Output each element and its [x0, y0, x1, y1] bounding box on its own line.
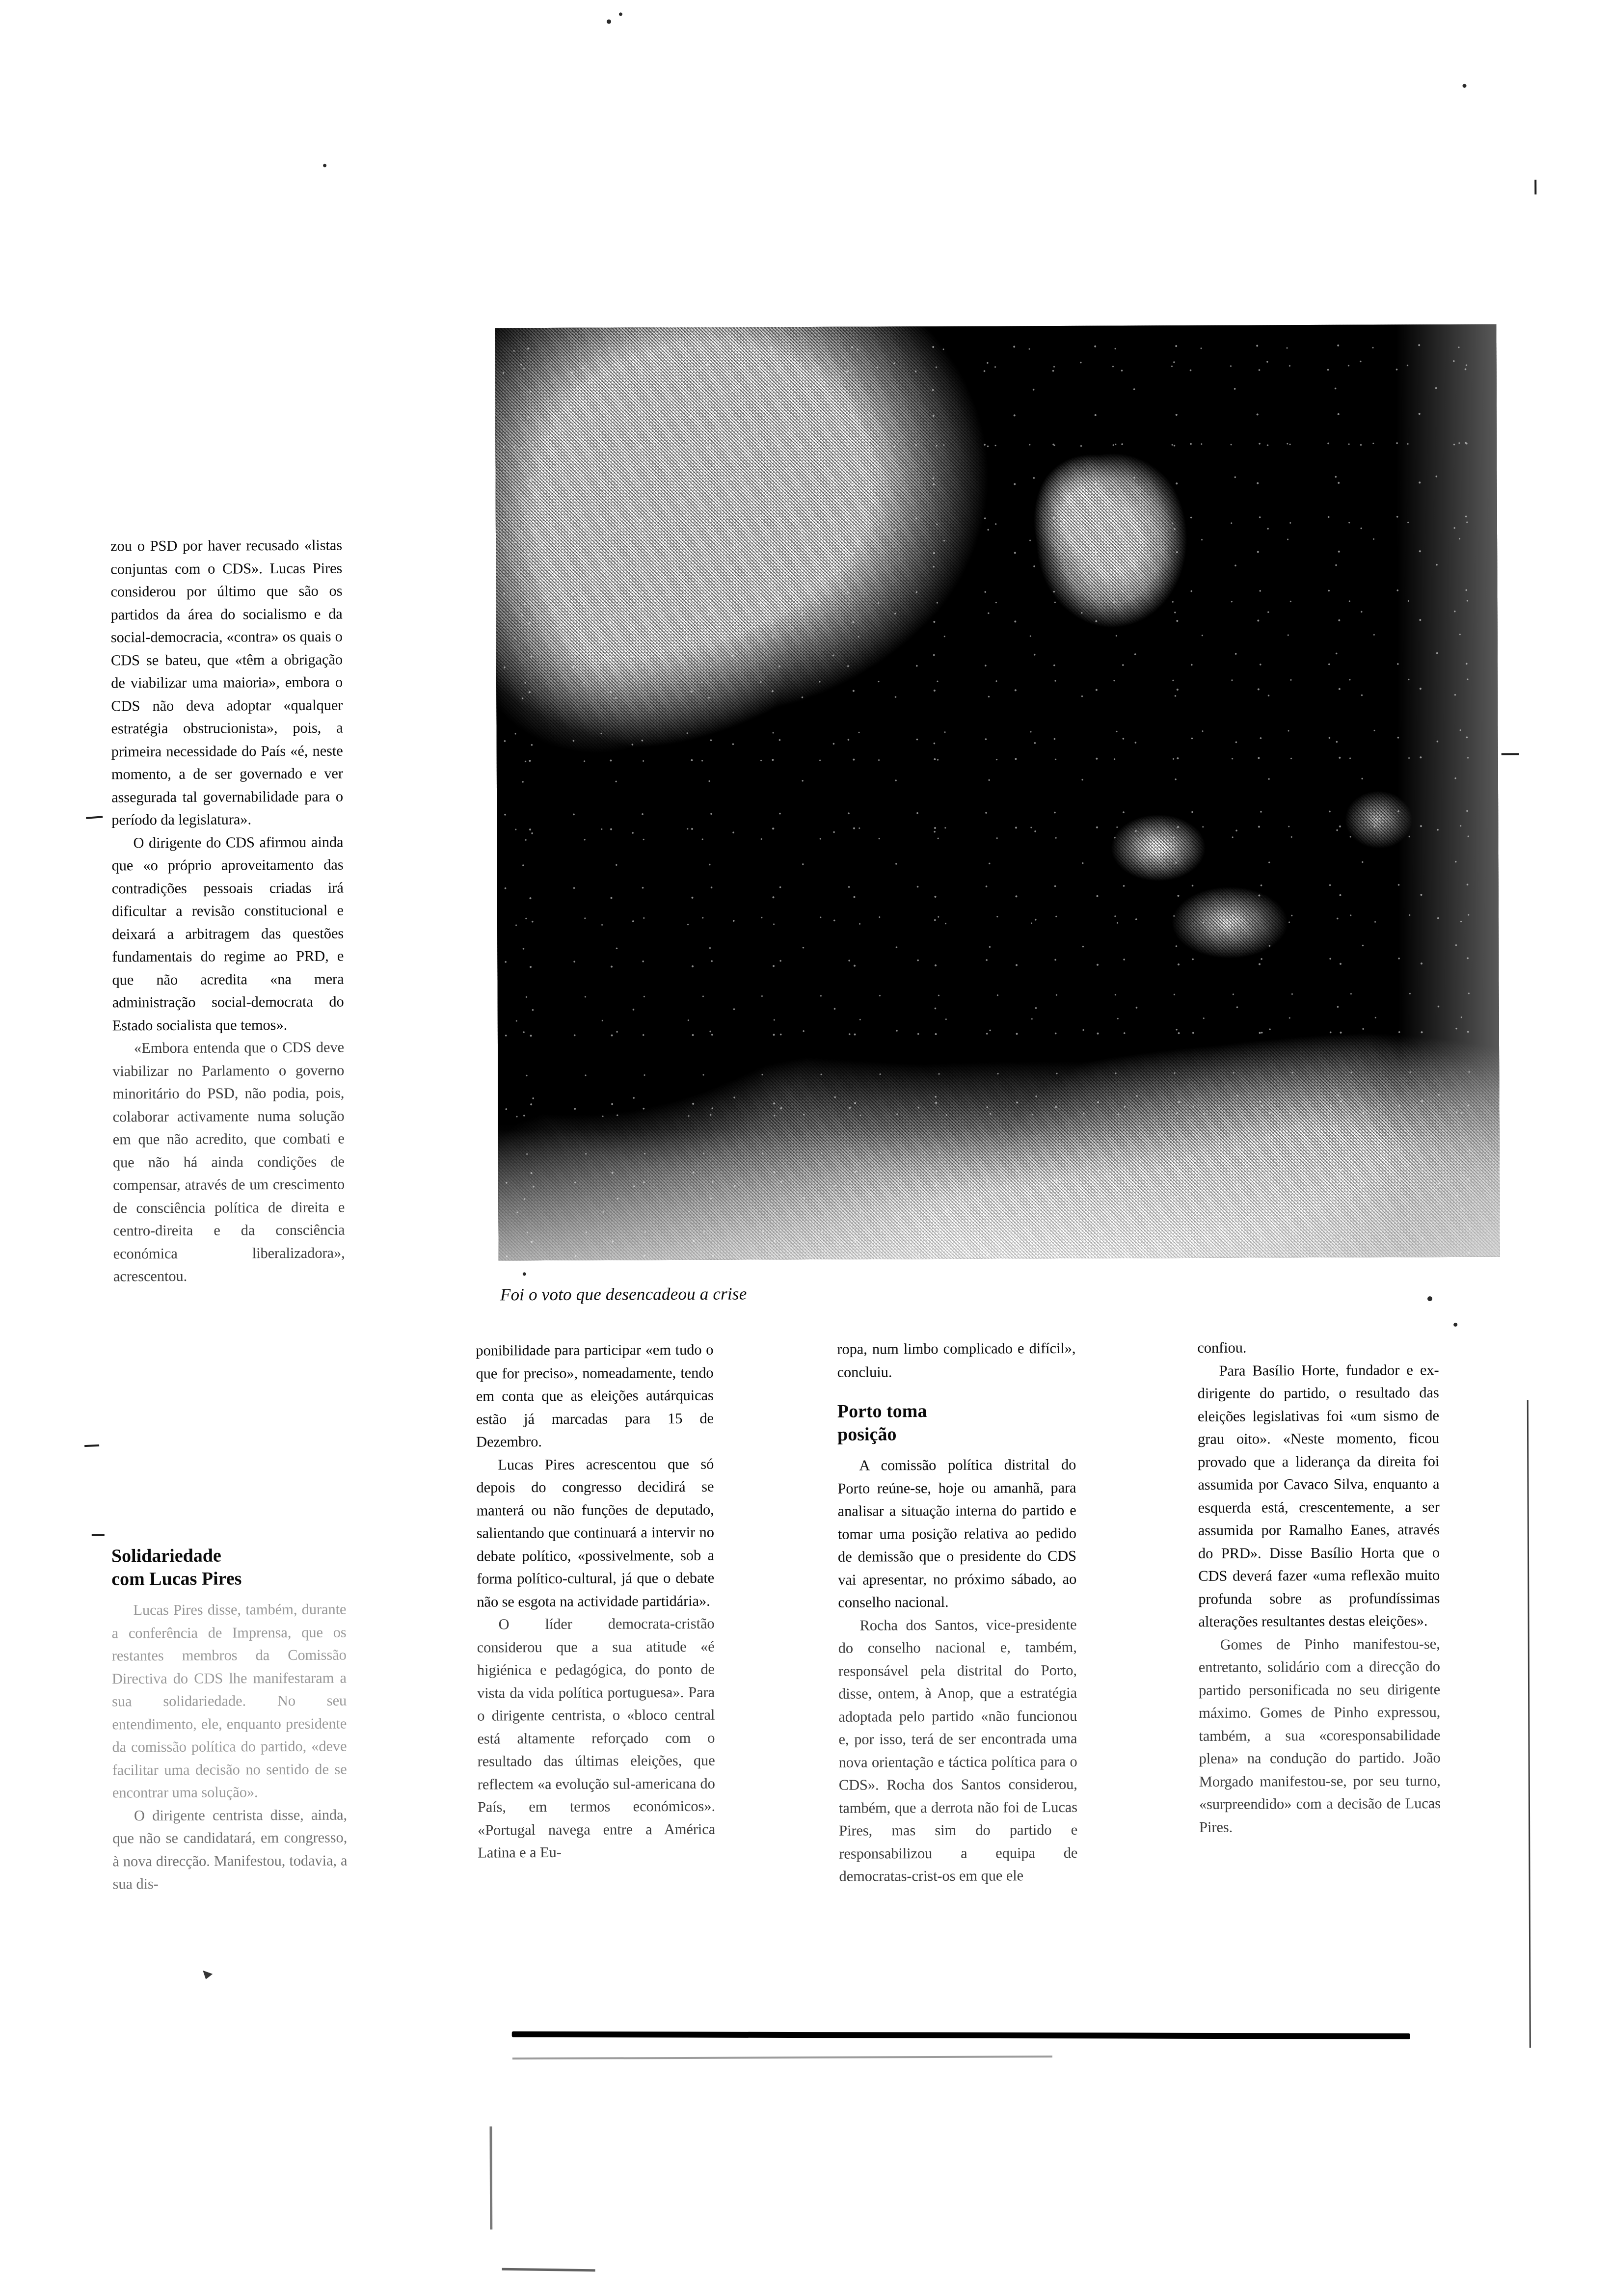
scan-artifact-mark [203, 1971, 213, 1979]
scan-speck [1427, 1296, 1432, 1301]
article-column-1-continued [111, 1527, 348, 1896]
scan-speck [323, 164, 326, 167]
scan-artifact-mark [84, 1444, 99, 1447]
bottom-rule-secondary [512, 2056, 1052, 2059]
scan-artifact-mark [1534, 180, 1536, 194]
photo-caption: Foi o voto que desencadeou a crise [500, 1284, 747, 1305]
paragraph: O líder democrata-cristão considerou que a sua atitude «é higiénica e pedagógica, do ponto de vista da vida política portuguesa». Para o dirigente centrista, o «bloco central está altamente reforçado com o resultado das últimas eleições, que reflectem «a evolução sul-americana do País, em termos económicos». «Portugal navega entre a América Latina e a Eu- [477, 1615, 716, 1861]
scan-artifact-mark [489, 2126, 492, 2229]
scan-artifact-mark [1502, 753, 1519, 755]
subheading-line-1: Solidariedade [111, 1545, 221, 1567]
scan-artifact-mark [92, 1534, 105, 1536]
paragraph: Lucas Pires disse, também, durante a conferência de Imprensa, que os restantes membros da Comissão Directiva do CDS lhe manifestaram a sua solidariedade. No seu entendimento, ele, enquanto presidente da comissão política do partido, «deve facilitar uma decisão no sentido de se encontrar uma solução». [111, 1601, 347, 1801]
paragraph: «Embora entenda que o CDS deve viabilizar no Parlamento o governo minoritário do PSD, não podia, pois, colaborar activamente numa solução em que não acredito, que combati e que não há ainda condições de compensar, através de um crescimento de consciência política de direita e centro-direita e da consciência económica liberalizadora», acrescentou. [112, 1039, 345, 1285]
article-column-4 [1197, 1335, 1441, 1839]
article-column-2 [476, 1338, 715, 1864]
scan-speck [523, 1272, 526, 1276]
subheading-solidariedade [111, 1544, 346, 1591]
subheading-line-2: com Lucas Pires [111, 1568, 242, 1590]
paragraph: Lucas Pires acrescentou que só depois do congresso decidirá se manterá ou não funções de deputado, salientando que continuará a intervir no debate político, «possivelmente, sob a forma político-cultural, já que o debate não se esgota na actividade partidária». [476, 1455, 715, 1610]
scan-artifact-mark [86, 816, 103, 819]
paragraph: A comissão política distrital do Porto reúne-se, hoje ou amanhã, para analisar a situação interna do partido e tomar uma posição relativa ao pedido de demissão que o presidente do CDS vai apresentar, no próximo sábado, ao conselho nacional. [837, 1456, 1077, 1611]
paragraph: O dirigente centrista disse, ainda, que não se candidatará, em congresso, à nova direcção. Manifestou, todavia, a sua dis- [112, 1806, 348, 1893]
paragraph: Para Basílio Horte, fundador e ex-dirigente do partido, o resultado das eleições legislativas foi «um sismo de grau oito». «Neste momento, ficou provado que a liderança da direita foi assumida por Cavaco Silva, enquanto a esquerda está, crescentemente, a ser assumida por Ramalho Eanes, através do PRD». Disse Basílio Horta que o CDS deverá fazer «uma reflexão muito profunda sobre as profundíssimas alterações resultantes destas eleições». [1197, 1361, 1440, 1630]
paragraph: ponibilidade para participar «em tudo o que for preciso», nomeadamente, tendo em conta que as eleições autárquicas estão já marcadas para 15 de Dezembro. [476, 1341, 714, 1450]
paragraph: Gomes de Pinho manifestou-se, entretanto, solidário com a direcção do partido personificada no seu dirigente máximo. Gomes de Pinho expressou, também, a sua «coresponsabilidade plena» na condução do partido. João Morgado manifestou-se, por seu turno, «surpreendido» com a decisão de Lucas Pires. [1198, 1635, 1441, 1836]
paragraph: ropa, num limbo complicado e difícil», concluiu. [837, 1339, 1076, 1381]
column-hairline-divider [1527, 1400, 1531, 2048]
scan-speck [619, 12, 622, 16]
scan-speck [1462, 84, 1466, 88]
bottom-rule [512, 2031, 1410, 2039]
scan-artifact-mark [502, 2268, 595, 2272]
photo-scan-fade [495, 324, 1500, 1261]
paragraph: zou o PSD por haver recusado «listas conjuntas com o CDS». Lucas Pires considerou por último que são os partidos da área do socialismo e da social-democracia, «contra» os quais o CDS se bateu, que «têm a obrigação de viabilizar uma maioria», embora o CDS não deva adoptar «qualquer estratégia obstrucionista», pois, a primeira necessidade do País «é, neste momento, a de ser governado e ver assegurada tal governabilidade para o período da legislatura». [110, 536, 344, 828]
article-column-3 [837, 1337, 1077, 1888]
subheading-line-1: Porto toma [837, 1401, 927, 1422]
paragraph: Rocha dos Santos, vice-presidente do conselho nacional e, também, responsável pela distrital do Porto, disse, ontem, à Anop, que a estratégia adoptada pelo partido «não funcionou e, por isso, terá de ser encontrada uma nova orientação e táctica política para o CDS». Rocha dos Santos considerou, também, que a derrota não foi de Lucas Pires, mas sim do partido e responsabilizou a equipa de democratas-crist-os em que ele [838, 1616, 1078, 1885]
scan-speck [1453, 1323, 1457, 1327]
article-column-1 [110, 534, 345, 1288]
subheading-porto-toma-posicao [837, 1399, 1076, 1446]
paragraph: O dirigente do CDS afirmou ainda que «o próprio aproveitamento das contradições pessoais criadas irá dificultar a revisão constitucional e deixará a arbitragem das questões fundamentais do regime ao PRD, e que não acredita «na mera administração social-democrata do Estado socialista que temos». [111, 833, 344, 1034]
subheading-line-2: posição [837, 1424, 897, 1445]
paragraph: confiou. [1197, 1339, 1247, 1356]
article-photo [495, 324, 1500, 1261]
scan-speck [607, 20, 611, 24]
